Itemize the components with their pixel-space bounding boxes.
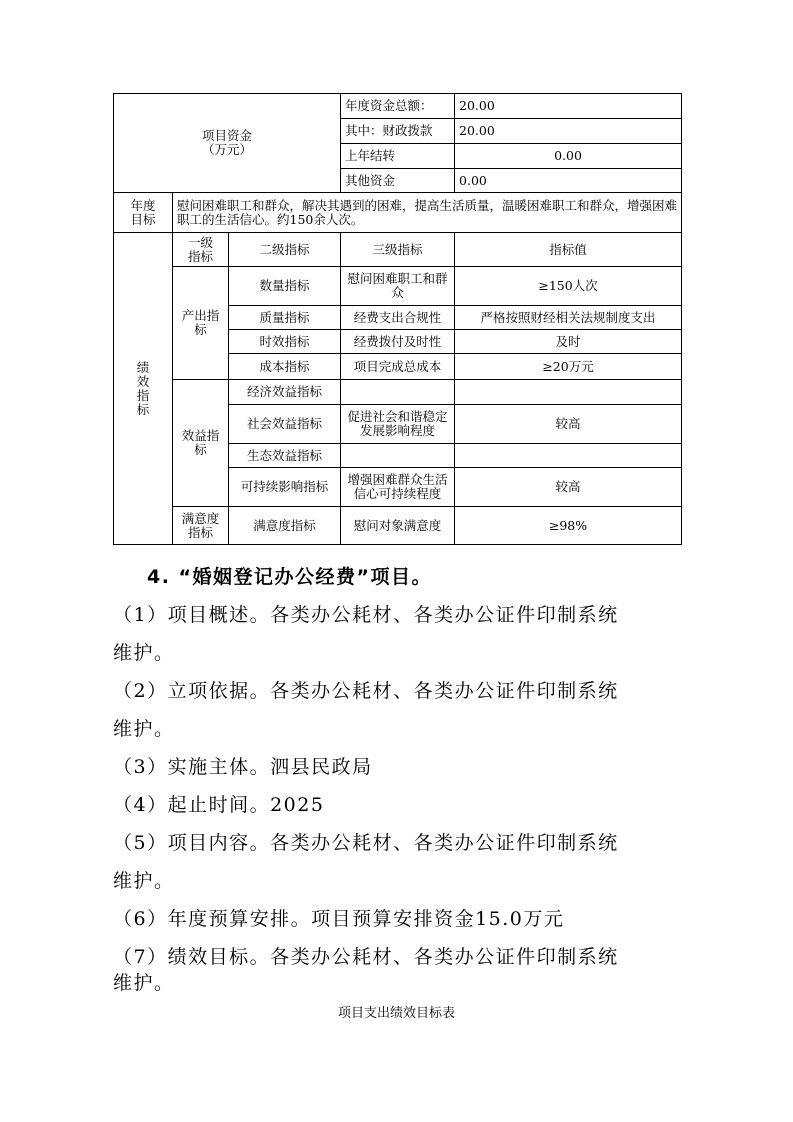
level2-cell: 时效指标 <box>229 330 341 354</box>
level3-cell: 经费拨付及时性 <box>341 330 455 354</box>
header-level3: 三级指标 <box>341 233 455 267</box>
level2-cell: 社会效益指标 <box>229 405 341 444</box>
paragraph-1: （1）项目概述。各类办公耗材、各类办公证件印制系统 <box>113 604 619 626</box>
other-funds-label: 其他资金 <box>341 169 455 193</box>
paragraph-2: （2）立项依据。各类办公耗材、各类办公证件印制系统 <box>113 680 619 702</box>
header-level2: 二级指标 <box>229 233 341 267</box>
perf-indicator-label: 绩 效 指 标 <box>114 233 173 545</box>
level2-cell: 可持续影响指标 <box>229 468 341 507</box>
level2-cell: 成本指标 <box>229 354 341 380</box>
header-level1: 一级 指标 <box>173 233 229 267</box>
value-cell <box>455 444 682 468</box>
fiscal-label: 其中：财政拨款 <box>341 119 455 144</box>
level2-cell: 经济效益指标 <box>229 380 341 405</box>
paragraph-2-cont: 维护。 <box>113 718 175 740</box>
paragraph-6: （6）年度预算安排。项目预算安排资金15.0万元 <box>113 908 565 930</box>
value-cell: ≥150人次 <box>455 267 682 306</box>
paragraph-3: （3）实施主体。泗县民政局 <box>113 756 373 778</box>
level3-cell <box>341 444 455 468</box>
level3-cell <box>341 380 455 405</box>
paragraph-1-cont: 维护。 <box>113 642 175 664</box>
level3-cell: 增强困难群众生活信心可持续程度 <box>341 468 455 507</box>
fiscal-value: 20.00 <box>455 119 682 144</box>
carryover-label: 上年结转 <box>341 144 455 169</box>
paragraph-7: （7）绩效目标。各类办公耗材、各类办公证件印制系统 <box>113 946 619 968</box>
funds-label: 项目资金 （万元） <box>114 94 341 193</box>
carryover-value: 0.00 <box>455 144 682 169</box>
annual-goal-text: 慰问困难职工和群众，解决其遇到的困难，提高生活质量，温暖困难职工和群众，增强困难职工的生活信心。约150余人次。 <box>173 193 682 233</box>
level2-cell: 生态效益指标 <box>229 444 341 468</box>
level2-cell: 质量指标 <box>229 306 341 330</box>
output-indicator-label: 产出指 标 <box>173 267 229 380</box>
section-heading: 4. “婚姻登记办公经费”项目。 <box>147 566 433 588</box>
paragraph-4: （4）起止时间。2025 <box>113 794 325 816</box>
performance-table <box>113 93 682 545</box>
value-cell <box>455 380 682 405</box>
level3-cell: 经费支出合规性 <box>341 306 455 330</box>
level3-cell: 慰问困难职工和群众 <box>341 267 455 306</box>
level2-cell: 满意度指标 <box>229 507 341 545</box>
value-cell: 较高 <box>455 468 682 507</box>
value-cell: 及时 <box>455 330 682 354</box>
paragraph-7-cont: 维护。 <box>113 972 175 994</box>
annual-total-value: 20.00 <box>455 94 682 119</box>
paragraph-5-cont: 维护。 <box>113 870 175 892</box>
paragraph-5: （5）项目内容。各类办公耗材、各类办公证件印制系统 <box>113 832 619 854</box>
level3-cell: 慰问对象满意度 <box>341 507 455 545</box>
satisfaction-indicator-label: 满意度 指标 <box>173 507 229 545</box>
value-cell: 较高 <box>455 405 682 444</box>
other-funds-value: 0.00 <box>455 169 682 193</box>
annual-total-label: 年度资金总额： <box>341 94 455 119</box>
value-cell: ≥98% <box>455 507 682 545</box>
annual-goal-label: 年度 目标 <box>114 193 173 233</box>
value-cell: 严格按照财经相关法规制度支出 <box>455 306 682 330</box>
value-cell: ≥20万元 <box>455 354 682 380</box>
benefit-indicator-label: 效益指 标 <box>173 380 229 507</box>
table-caption: 项目支出绩效目标表 <box>337 1006 455 1021</box>
level2-cell: 数量指标 <box>229 267 341 306</box>
level3-cell: 项目完成总成本 <box>341 354 455 380</box>
level3-cell: 促进社会和谐稳定发展影响程度 <box>341 405 455 444</box>
header-value: 指标值 <box>455 233 682 267</box>
